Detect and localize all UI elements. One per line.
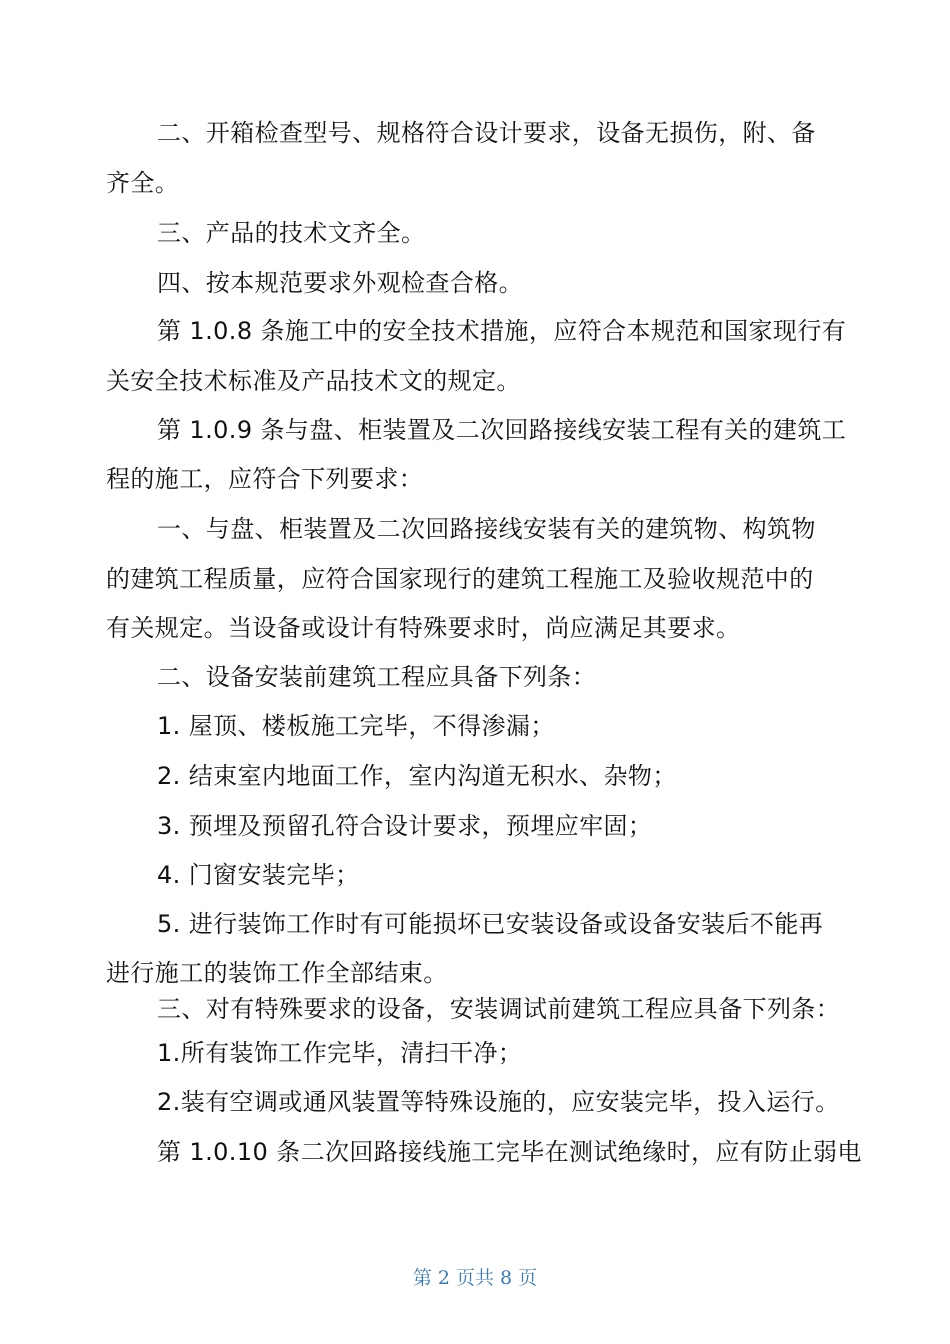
text-line: 二、设备安装前建筑工程应具备下列条： xyxy=(157,663,597,691)
text-line: 四、按本规范要求外观检查合格。 xyxy=(157,269,523,297)
list-item: 5. 进行装饰工作时有可能损坏已安装设备或设备安装后不能再 xyxy=(157,910,824,938)
list-item: 3. 预埋及预留孔符合设计要求，预埋应牢固； xyxy=(157,812,653,840)
text-line: 关安全技术标准及产品技术文的规定。 xyxy=(106,367,521,395)
text-line: 的建筑工程质量，应符合国家现行的建筑工程施工及验收规范中的 xyxy=(106,565,814,593)
page-footer: 第 2 页共 8 页 xyxy=(412,1267,538,1289)
text-line: 三、产品的技术文齐全。 xyxy=(157,219,426,247)
text-line: 有关规定。当设备或设计有特殊要求时，尚应满足其要求。 xyxy=(106,614,741,642)
text-line: 程的施工，应符合下列要求： xyxy=(106,465,424,493)
text-line: 齐全。 xyxy=(106,169,180,197)
list-item: 1.所有装饰工作完毕，清扫干净； xyxy=(157,1039,523,1067)
list-item: 4. 门窗安装完毕； xyxy=(157,861,360,889)
text-line: 第 1.0.10 条二次回路接线施工完毕在测试绝缘时，应有防止弱电 xyxy=(157,1138,862,1166)
text-line: 一、与盘、柜装置及二次回路接线安装有关的建筑物、构筑物 xyxy=(157,515,816,543)
text-line: 三、对有特殊要求的设备，安装调试前建筑工程应具备下列条： xyxy=(157,995,841,1023)
text-line: 第 1.0.8 条施工中的安全技术措施，应符合本规范和国家现行有 xyxy=(157,317,847,345)
list-item: 1. 屋顶、楼板施工完毕，不得渗漏； xyxy=(157,712,555,740)
list-item: 2. 结束室内地面工作，室内沟道无积水、杂物； xyxy=(157,762,677,790)
text-line: 进行施工的装饰工作全部结束。 xyxy=(106,959,448,987)
text-line: 二、开箱检查型号、规格符合设计要求，设备无损伤，附、备 xyxy=(157,119,816,147)
text-line: 第 1.0.9 条与盘、柜装置及二次回路接线安装工程有关的建筑工 xyxy=(157,416,847,444)
list-item: 2.装有空调或通风装置等特殊设施的，应安装完毕，投入运行。 xyxy=(157,1088,840,1116)
